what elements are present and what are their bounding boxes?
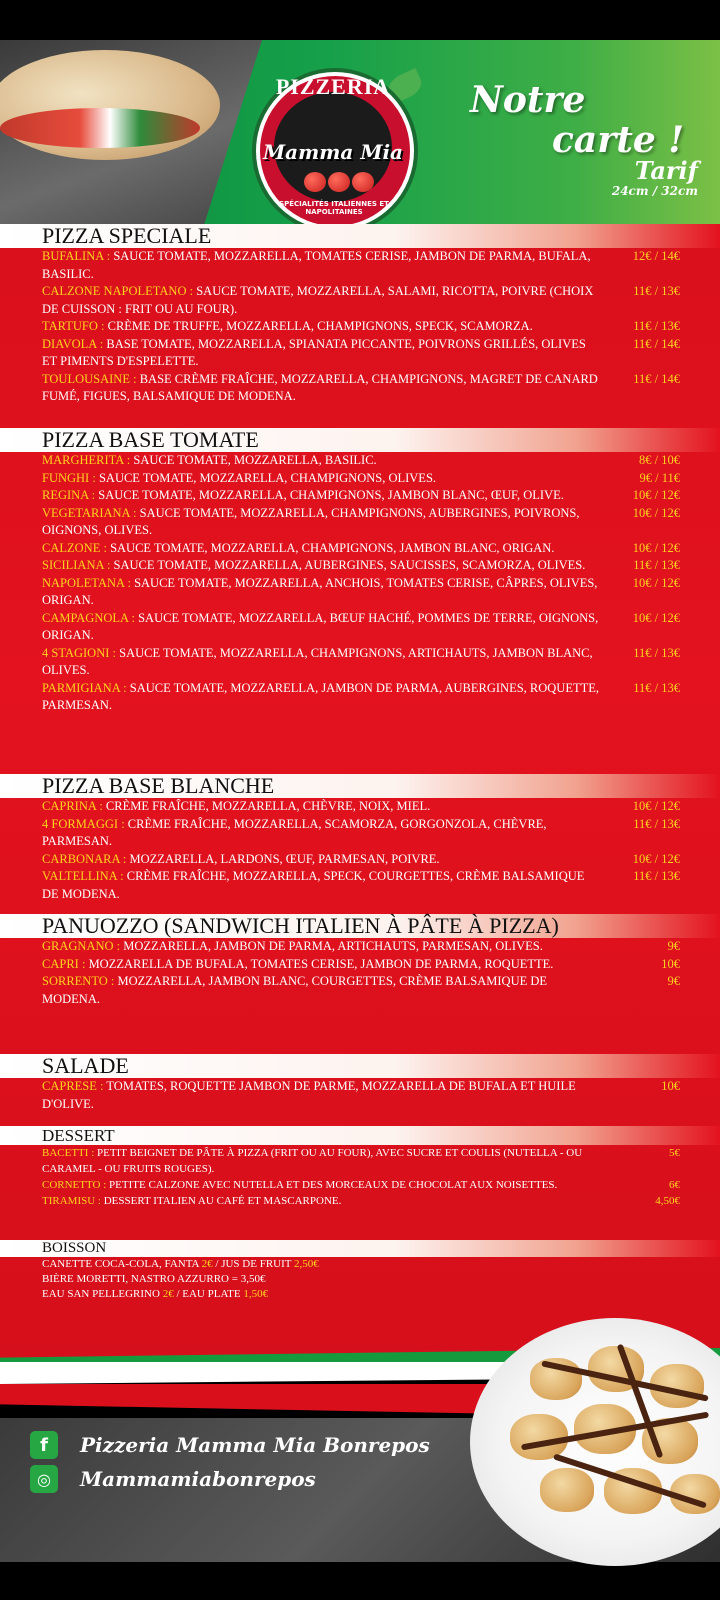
item-name: BUFALINA :: [42, 249, 113, 263]
item-description: SAUCE TOMATE, MOZZARELLA, AUBERGINES, SAUCISSES, SCAMORZA, OLIVES.: [113, 558, 586, 572]
menu-item: [0, 1078, 680, 1113]
item-name: CORNETTO :: [42, 1179, 109, 1191]
item-price: 9€: [667, 974, 680, 988]
section-title: PANUOZZO (SANDWICH ITALIEN À PÂTE À PIZZA): [0, 914, 720, 938]
section-salade: [0, 1054, 720, 1113]
instagram-text: Mammamiabonrepos: [80, 1467, 316, 1491]
item-description: PETITE CALZONE AVEC NUTELLA ET DES MORCEAUX DE CHOCOLAT AUX NOISETTES.: [109, 1179, 558, 1191]
sandwich-filling: [0, 108, 200, 148]
item-description: SAUCE TOMATE, MOZZARELLA, BŒUF HACHÉ, POMMES DE TERRE, OIGNONS, ORIGAN.: [42, 610, 599, 642]
item-price: 10€ / 12€: [632, 575, 680, 590]
item-description: CRÈME FRAÎCHE, MOZZARELLA, CHÈVRE, NOIX, MIEL.: [105, 799, 431, 813]
item-description: DESSERT ITALIEN AU CAFÉ ET MASCARPONE.: [103, 1195, 342, 1207]
menu-item: [0, 1193, 680, 1209]
item-description: SAUCE TOMATE, MOZZARELLA, TOMATES CERISE, JAMBON DE PARMA, BUFALA, BASILIC.: [42, 249, 591, 281]
menu-item: [0, 371, 680, 406]
item-name: CAMPAGNOLA :: [42, 611, 138, 625]
item-name: TARTUFO :: [42, 319, 108, 333]
instagram-icon: ◎: [30, 1465, 58, 1493]
item-price: 9€ / 11€: [639, 470, 680, 485]
drink-name: EAU SAN PELLEGRINO: [42, 1288, 163, 1300]
item-name: 4 STAGIONI :: [42, 646, 119, 660]
item-description: CRÈME FRAÎCHE, MOZZARELLA, SCAMORZA, GORGONZOLA, CHÈVRE, PARMESAN.: [42, 816, 547, 848]
facebook-link[interactable]: [30, 1430, 450, 1460]
tomato-icon: [304, 172, 326, 192]
item-price: 4,50€: [655, 1195, 680, 1207]
menu-item: [0, 505, 680, 540]
drink-line: [0, 1287, 720, 1302]
menu-item: [0, 645, 680, 680]
section-panuozzo: [0, 914, 720, 1008]
section-pizza-base-blanche: [0, 774, 720, 903]
menu-item: [0, 336, 680, 371]
item-list: [0, 798, 720, 903]
drink-line: [0, 1257, 720, 1272]
item-name: FUNGHI :: [42, 471, 99, 485]
section-title: DESSERT: [0, 1126, 720, 1145]
menu-item: [0, 798, 680, 816]
item-name: SICILIANA :: [42, 558, 114, 572]
item-name: VEGETARIANA :: [42, 506, 140, 520]
item-name: VALTELLINA :: [42, 869, 127, 883]
section-title: PIZZA BASE BLANCHE: [0, 774, 720, 798]
item-name: DIAVOLA :: [42, 337, 106, 351]
item-price: 5€: [669, 1147, 680, 1159]
item-price: 10€ / 12€: [632, 488, 680, 502]
item-price: 11€ / 13€: [633, 816, 680, 831]
item-description: SAUCE TOMATE, MOZZARELLA, CHAMPIGNONS, JAMBON BLANC, ORIGAN.: [110, 540, 555, 555]
item-description: TOMATES, ROQUETTE JAMBON DE PARME, MOZZARELLA DE BUFALA ET HUILE D'OLIVE.: [42, 1079, 576, 1111]
item-price: 11€ / 13€: [633, 680, 680, 695]
item-name: 4 FORMAGGI :: [42, 817, 128, 831]
drink-list: [0, 1257, 720, 1302]
item-name: PARMIGIANA :: [42, 681, 130, 695]
item-list: [0, 1145, 720, 1209]
item-description: BASE CRÈME FRAÎCHE, MOZZARELLA, CHAMPIGNONS, MAGRET DE CANARD FUMÉ, FIGUES, BALSAMIQUE DE MODENA.: [42, 371, 598, 403]
menu-item: [0, 938, 680, 956]
item-name: TIRAMISU :: [42, 1195, 104, 1207]
item-price: 11€ / 13€: [633, 869, 680, 883]
menu-item: [0, 540, 680, 558]
title-line-1: Notre: [470, 79, 586, 121]
section-title: PIZZA SPECIALE: [0, 224, 720, 248]
menu-item: [0, 575, 680, 610]
item-price: 6€: [669, 1179, 680, 1191]
drink-price: 2,50€: [294, 1258, 319, 1270]
tomato-icon: [328, 172, 350, 192]
item-price: 11€ / 13€: [633, 284, 680, 298]
item-name: CARBONARA :: [42, 852, 130, 866]
drink-name: CANETTE COCA-COLA, FANTA: [42, 1258, 202, 1270]
item-description: MOZZARELLA, JAMBON BLANC, COURGETTES, CRÈME BALSAMIQUE DE MODENA.: [42, 974, 548, 1006]
item-name: CAPRINA :: [42, 799, 106, 813]
item-price: 10€ / 12€: [632, 610, 680, 625]
menu-body: [0, 224, 720, 1364]
bignet: [540, 1468, 594, 1512]
tarif-label: Tarif: [634, 156, 698, 185]
facebook-text: Pizzeria Mamma Mia Bonrepos: [80, 1433, 430, 1457]
item-description: CRÈME DE TRUFFE, MOZZARELLA, CHAMPIGNONS, SPECK, SCAMORZA.: [107, 319, 533, 333]
drink-price: 2€: [162, 1288, 177, 1300]
page-title: [470, 80, 684, 160]
logo-brand-name: Mamma Mia: [262, 140, 404, 164]
drink-line: [0, 1272, 720, 1287]
title-line-2: carte !: [552, 119, 685, 161]
menu-item: [0, 610, 680, 645]
logo-subtitle: SPÉCIALITÉS ITALIENNES ET NAPOLITAINES: [279, 200, 389, 216]
sandwich-photo: [0, 40, 262, 224]
item-price: 8€ / 10€: [639, 453, 680, 467]
drink-price: 1,50€: [243, 1288, 269, 1300]
item-name: CAPRI :: [42, 957, 89, 971]
item-name: NAPOLETANA :: [42, 576, 134, 590]
menu-item: [0, 470, 680, 488]
tarif-block: [612, 158, 698, 198]
item-description: SAUCE TOMATE, MOZZARELLA, ANCHOIS, TOMATES CERISE, CÂPRES, OLIVES, ORIGAN.: [42, 575, 598, 607]
item-name: TOULOUSAINE :: [42, 372, 140, 386]
item-price: 11€ / 14€: [633, 371, 680, 386]
item-price: 11€ / 13€: [633, 645, 680, 660]
item-name: REGINA :: [42, 488, 98, 502]
item-description: SAUCE TOMATE, MOZZARELLA, CHAMPIGNONS, JAMBON BLANC, ŒUF, OLIVE.: [98, 488, 564, 502]
item-description: SAUCE TOMATE, MOZZARELLA, SALAMI, RICOTTA, POIVRE (CHOIX DE CUISSON : FRIT OU AU FOUR).: [42, 284, 594, 316]
item-description: SAUCE TOMATE, MOZZARELLA, CHAMPIGNONS, AUBERGINES, POIVRONS, OIGNONS, OLIVES.: [42, 505, 580, 537]
item-list: [0, 248, 720, 406]
section-title: SALADE: [0, 1054, 720, 1078]
menu-item: [0, 868, 680, 903]
item-price: 10€ / 12€: [632, 540, 680, 555]
section-pizza-base-tomate: [0, 428, 720, 715]
menu-item: [0, 851, 680, 869]
item-description: SAUCE TOMATE, MOZZARELLA, CHAMPIGNONS, ARTICHAUTS, JAMBON BLANC, OLIVES.: [42, 645, 593, 677]
drink-name: BIÈRE MORETTI, NASTRO AZZURRO = 3,50€: [42, 1273, 266, 1285]
item-price: 11€ / 14€: [633, 336, 680, 351]
item-price: 10€ / 12€: [632, 799, 680, 813]
tomato-icon: [352, 172, 374, 192]
menu-item: [0, 557, 680, 575]
item-price: 11€ / 13€: [633, 319, 680, 333]
menu-item: [0, 816, 680, 851]
section-pizza-speciale: [0, 224, 720, 406]
item-name: MARGHERITA :: [42, 453, 133, 467]
item-description: CRÈME FRAÎCHE, MOZZARELLA, SPECK, COURGETTES, CRÈME BALSAMIQUE DE MODENA.: [42, 869, 585, 901]
menu-item: [0, 452, 680, 470]
item-price: 10€ / 12€: [632, 505, 680, 520]
item-name: CAPRESE :: [42, 1079, 106, 1093]
drink-price: 2€: [201, 1258, 216, 1270]
item-name: BACETTI :: [42, 1147, 97, 1159]
item-price: 10€: [661, 956, 680, 971]
item-description: MOZZARELLA, LARDONS, ŒUF, PARMESAN, POIVRE.: [129, 851, 440, 866]
item-name: GRAGNANO :: [42, 939, 123, 953]
item-list: [0, 938, 720, 1008]
menu-item: [0, 487, 680, 505]
item-price: 9€: [667, 939, 680, 953]
instagram-link[interactable]: [30, 1464, 450, 1494]
tarif-sizes: 24cm / 32cm: [611, 184, 698, 198]
section-boisson: [0, 1240, 720, 1302]
menu-item: [0, 1177, 680, 1193]
header-banner: [0, 40, 720, 224]
drink-name: / JUS DE FRUIT: [215, 1258, 295, 1270]
menu-item: [0, 680, 680, 715]
menu-item: [0, 1145, 680, 1177]
item-name: CALZONE NAPOLETANO :: [42, 284, 196, 298]
item-price: 11€ / 13€: [633, 558, 680, 572]
section-dessert: [0, 1126, 720, 1209]
section-title: BOISSON: [0, 1240, 720, 1257]
menu-item: [0, 973, 680, 1008]
item-description: BASE TOMATE, MOZZARELLA, SPIANATA PICCANTE, POIVRONS GRILLÉS, OLIVES ET PIMENTS D'ESPELETTE.: [42, 336, 586, 368]
menu-item: [0, 248, 680, 283]
item-description: SAUCE TOMATE, MOZZARELLA, CHAMPIGNONS, OLIVES.: [98, 470, 437, 485]
pizzeria-logo: [238, 54, 448, 224]
item-name: CALZONE :: [42, 541, 110, 555]
menu-item: [0, 283, 680, 318]
item-description: PETIT BEIGNET DE PÂTE À PIZZA (FRIT OU AU FOUR), AVEC SUCRE ET COULIS (NUTELLA - OU CARAMEL - OU FRUITS ROUGES).: [42, 1147, 583, 1175]
drink-name: / EAU PLATE: [176, 1288, 244, 1300]
item-description: MOZZARELLA DE BUFALA, TOMATES CERISE, JAMBON DE PARMA, ROQUETTE.: [88, 956, 554, 971]
item-list: [0, 452, 720, 715]
menu-item: [0, 318, 680, 336]
item-description: MOZZARELLA, JAMBON DE PARMA, ARTICHAUTS, PARMESAN, OLIVES.: [123, 939, 543, 953]
item-price: 10€ / 12€: [632, 851, 680, 866]
section-title: PIZZA BASE TOMATE: [0, 428, 720, 452]
item-price: 12€ / 14€: [632, 249, 680, 263]
logo-pizzeria-text: PIZZERIA: [275, 74, 391, 99]
item-description: SAUCE TOMATE, MOZZARELLA, JAMBON DE PARMA, AUBERGINES, ROQUETTE, PARMESAN.: [42, 680, 600, 712]
item-description: SAUCE TOMATE, MOZZARELLA, BASILIC.: [133, 453, 377, 467]
item-price: 10€: [661, 1079, 680, 1093]
menu-item: [0, 956, 680, 974]
item-list: [0, 1078, 720, 1113]
item-name: SORRENTO :: [42, 974, 118, 988]
facebook-icon: f: [30, 1431, 58, 1459]
